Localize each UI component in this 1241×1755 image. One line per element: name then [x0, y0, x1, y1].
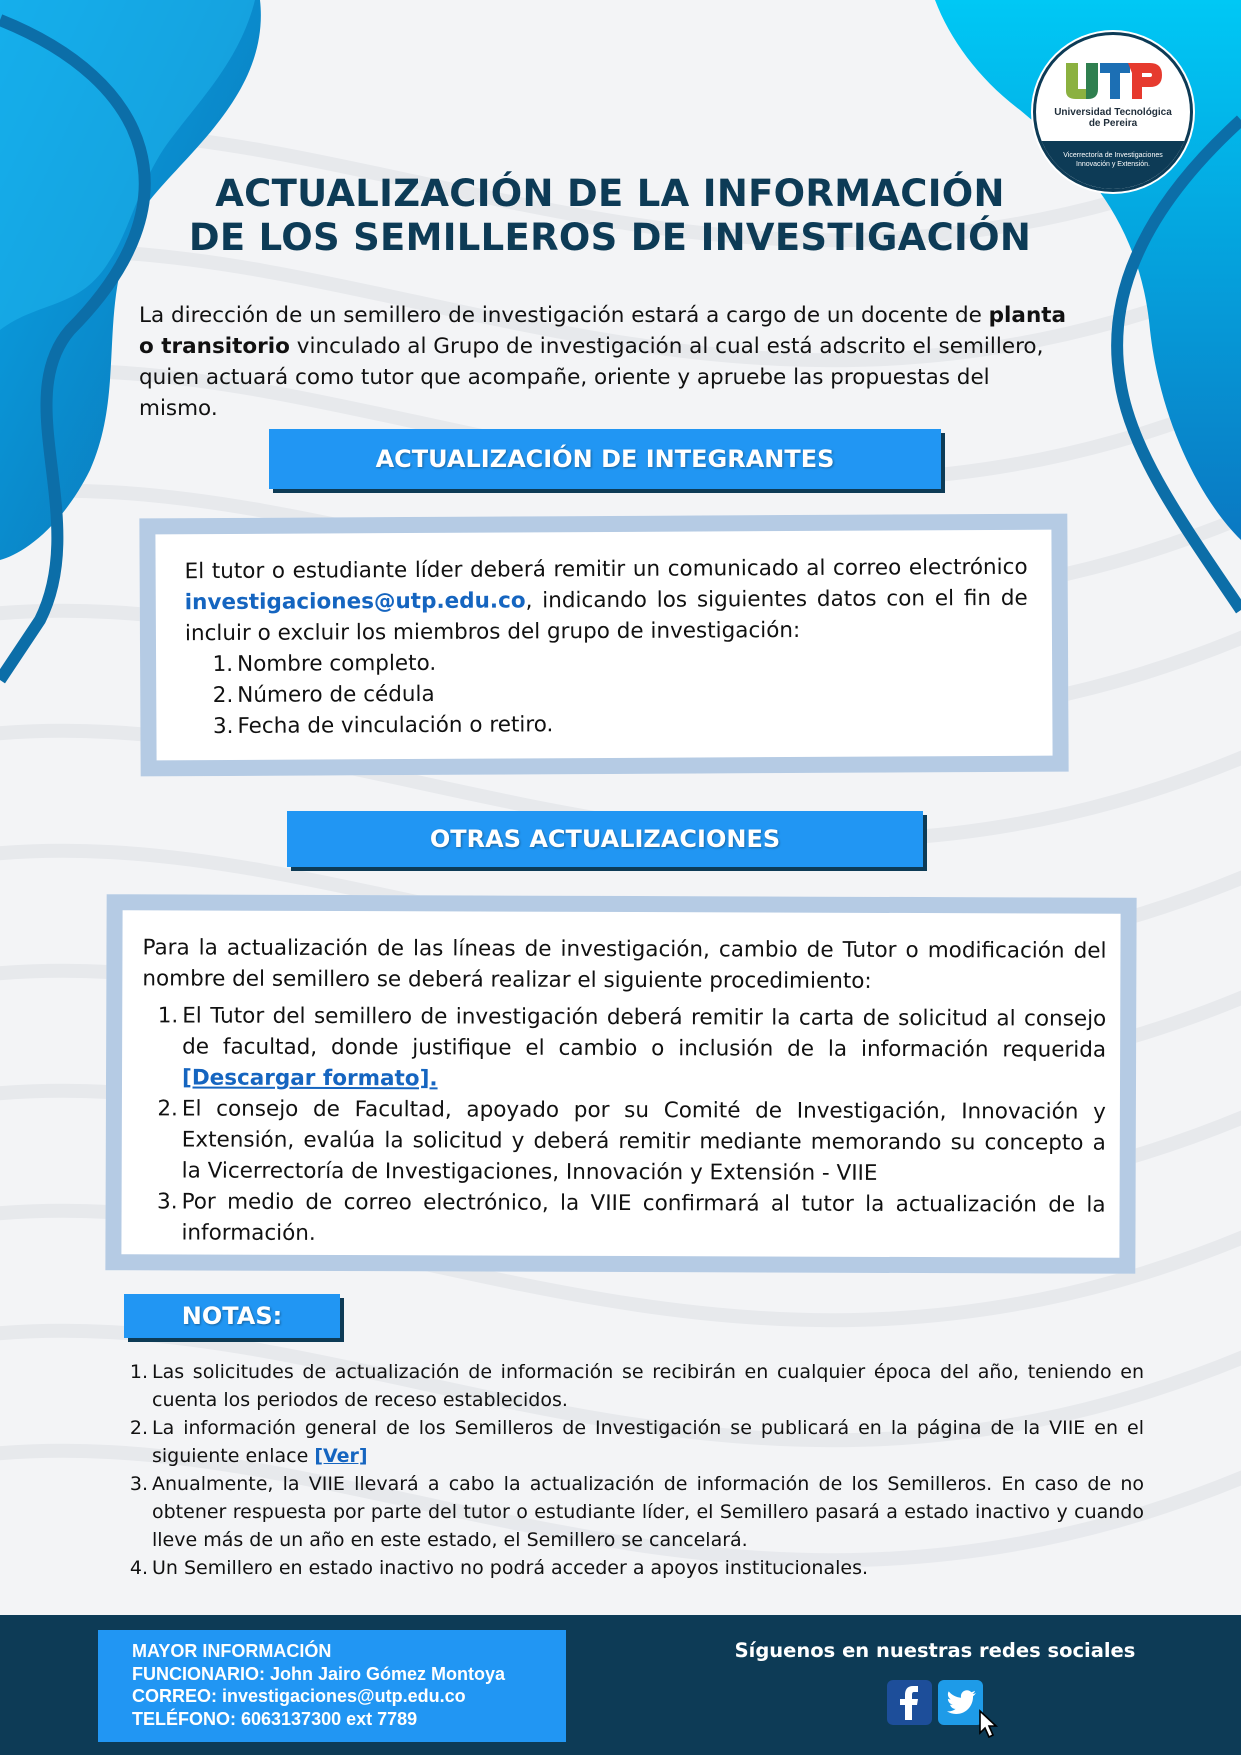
- list-item: 2. El consejo de Facultad, apoyado por su Comité de Investigación, Innovación y Extensión, evalúa la solicitud y deberá remitir mediante memorando su concepto a la Vicerrectoría de Investigaciones, Innovación y Extensión - VIIE: [157, 1096, 1106, 1186]
- logo-band: [1036, 141, 1190, 192]
- list-item: 4. Un Semillero en estado inactivo no podrá acceder a apoyos institucionales.: [129, 1557, 869, 1579]
- ver-link[interactable]: [Ver]: [314, 1445, 368, 1467]
- contact-box: [98, 1630, 566, 1742]
- intro-paragraph: [139, 300, 1071, 424]
- page-title-line2: DE LOS SEMILLEROS DE INVESTIGACIÓN: [188, 216, 1032, 259]
- integrantes-text-before: El tutor o estudiante líder deberá remitir un comunicado al correo electrónico: [184, 554, 1028, 585]
- intro-text-1: La dirección de un semillero de investigación estará a cargo de un docente de: [139, 303, 989, 328]
- list-item: 1. El Tutor del semillero de investigación deberá remitir la carta de solicitud al consejo de facultad, donde justifique el cambio o inclusión de la información requerida [Descargar formato].: [157, 1003, 1107, 1092]
- facebook-icon[interactable]: [887, 1680, 932, 1725]
- contact-funcionario: FUNCIONARIO: John Jairo Gómez Montoya: [132, 1663, 506, 1684]
- page-title: [120, 172, 1100, 260]
- integrantes-heading: ACTUALIZACIÓN DE INTEGRANTES: [269, 429, 941, 489]
- list-item: 2. La información general de los Semilleros de Investigación se publicará en la página de la VIIE en el siguiente enlace [Ver]: [129, 1417, 1144, 1467]
- cursor-icon: [976, 1709, 1006, 1743]
- otras-list: [141, 1000, 1106, 1251]
- notas-heading: NOTAS:: [124, 1294, 340, 1338]
- contact-correo: CORREO: investigaciones@utp.edu.co: [132, 1686, 466, 1706]
- integrantes-email-link[interactable]: investigaciones@utp.edu.co: [184, 588, 526, 616]
- logo-name-line1: Universidad Tecnológica: [1054, 107, 1172, 118]
- list-item: 3. Anualmente, la VIIE llevará a cabo la actualización de información de los Semilleros. En caso de no obtener respuesta por parte del tutor o estudiante líder, el Semillero pasará a estado inactivo y cuando lleve más de un año en este estado, el Semillero se cancelará.: [129, 1473, 1144, 1551]
- footer: [0, 1615, 1241, 1755]
- notas-list: [112, 1358, 1144, 1582]
- integrantes-text: [185, 552, 1028, 649]
- integrantes-text-after: , indicando los siguientes datos con el fin de incluir o excluir los miembros del grupo de investigación:: [184, 585, 1028, 647]
- otras-box: [105, 894, 1136, 1274]
- list-item: 1. Las solicitudes de actualización de información se recibirán en cualquier época del año, teniendo en cuenta los periodos de receso establecidos.: [129, 1361, 1144, 1411]
- utp-logo: [1033, 32, 1193, 192]
- social-title: Síguenos en nuestras redes sociales: [734, 1639, 1136, 1662]
- list-item: 3. Por medio de correo electrónico, la VIIE confirmará al tutor la actualización de la información.: [157, 1189, 1106, 1246]
- list-item: 1. Nombre completo.: [212, 650, 437, 678]
- logo-band-line1: Vicerrectoría de Investigaciones: [1063, 152, 1163, 159]
- otras-heading: OTRAS ACTUALIZACIONES: [287, 811, 923, 867]
- list-item: 2. Número de cédula: [212, 681, 435, 709]
- contact-telefono: TELÉFONO: 6063137300 ext 7789: [132, 1708, 418, 1729]
- logo-name-line2: de Pereira: [1088, 118, 1138, 129]
- utp-logo-mark-icon: [1064, 59, 1164, 105]
- contact-title: MAYOR INFORMACIÓN: [132, 1641, 332, 1661]
- descargar-formato-link[interactable]: [Descargar formato].: [181, 1065, 438, 1092]
- intro-text-2: vinculado al Grupo de investigación al cual está adscrito el semillero, quien actuará como tutor que acompañe, oriente y apruebe las propuestas del mismo.: [139, 334, 1044, 421]
- otras-intro: Para la actualización de las líneas de investigación, cambio de Tutor o modificación del nombre del semillero se deberá realizar el siguiente procedimiento:: [142, 935, 1107, 994]
- integrantes-box: [139, 514, 1068, 777]
- list-item: 3. Fecha de vinculación o retiro.: [212, 712, 554, 740]
- logo-band-line2: Innovación y Extensión.: [1076, 161, 1150, 168]
- page-title-line1: ACTUALIZACIÓN DE LA INFORMACIÓN: [215, 172, 1005, 215]
- intro-bold: planta o transitorio: [139, 303, 1067, 359]
- integrantes-list: [199, 645, 1028, 742]
